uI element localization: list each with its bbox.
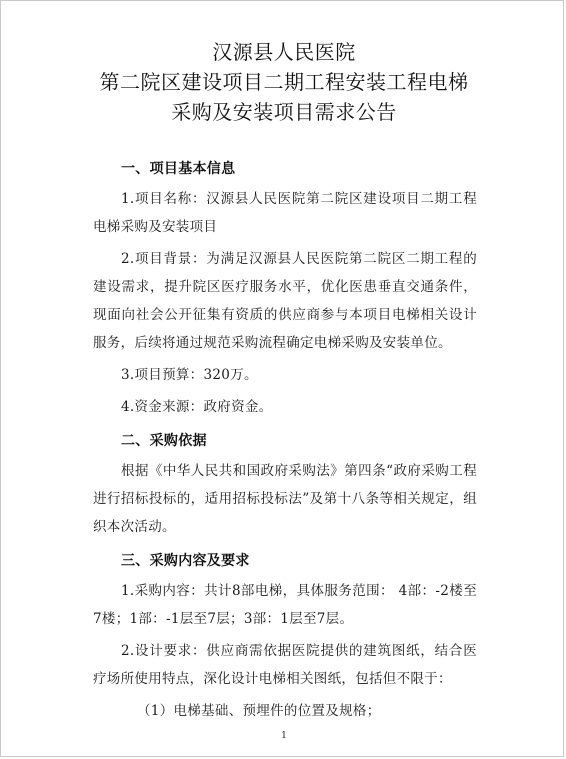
paragraph-design-requirements: 2.设计要求：供应商需依据医院提供的建筑图纸，结合医疗场所使用特点，深化设计电梯相关图纸，包括但不限于： — [93, 643, 477, 687]
section-heading: 三、采购内容及要求 — [121, 553, 250, 569]
title-line-1: 汉源县人民医院 — [212, 40, 356, 64]
section-basic-info — [93, 153, 477, 421]
section-heading: 二、采购依据 — [121, 433, 207, 449]
section-heading: 一、项目基本信息 — [121, 161, 236, 177]
paragraph-procurement-scope: 1.采购内容：共计8部电梯，具体服务范围： 4部：-2楼至7楼；1部：-1层至7层；3部：1层至7层。 — [93, 583, 477, 627]
paragraph-funding-source: 4.资金来源：政府资金。 — [121, 399, 273, 415]
document-title — [1, 37, 566, 127]
document-body — [93, 153, 477, 729]
paragraph-legal-basis: 根据《中华人民共和国政府采购法》第四条“政府采购工程进行招标投标的，适用招标投标法”及第十八条等相关规定，组织本次活动。 — [93, 463, 477, 535]
paragraph-project-budget: 3.项目预算：320万。 — [121, 367, 258, 383]
paragraph-project-background: 2.项目背景：为满足汉源县人民医院第二院区二期工程的建设需求，提升院区医疗服务水平，优化医患垂直交通条件，现面向社会公开征集有资质的供应商参与本项目电梯相关设计服务，后续将通过规范采购流程确定电梯采购及安装单位。 — [93, 251, 477, 351]
title-line-2: 第二院区建设项目二期工程安装工程电梯 — [99, 70, 469, 94]
section-procurement-basis — [93, 425, 477, 541]
paragraph-project-name: 1.项目名称：汉源县人民医院第二院区建设项目二期工程电梯采购及安装项目 — [93, 191, 477, 235]
list-item: （1）电梯基础、预埋件的位置及规格； — [137, 703, 381, 719]
page-number: 1 — [281, 731, 287, 741]
section-procurement-content — [93, 545, 477, 725]
title-line-3: 采购及安装项目需求公告 — [171, 100, 397, 124]
